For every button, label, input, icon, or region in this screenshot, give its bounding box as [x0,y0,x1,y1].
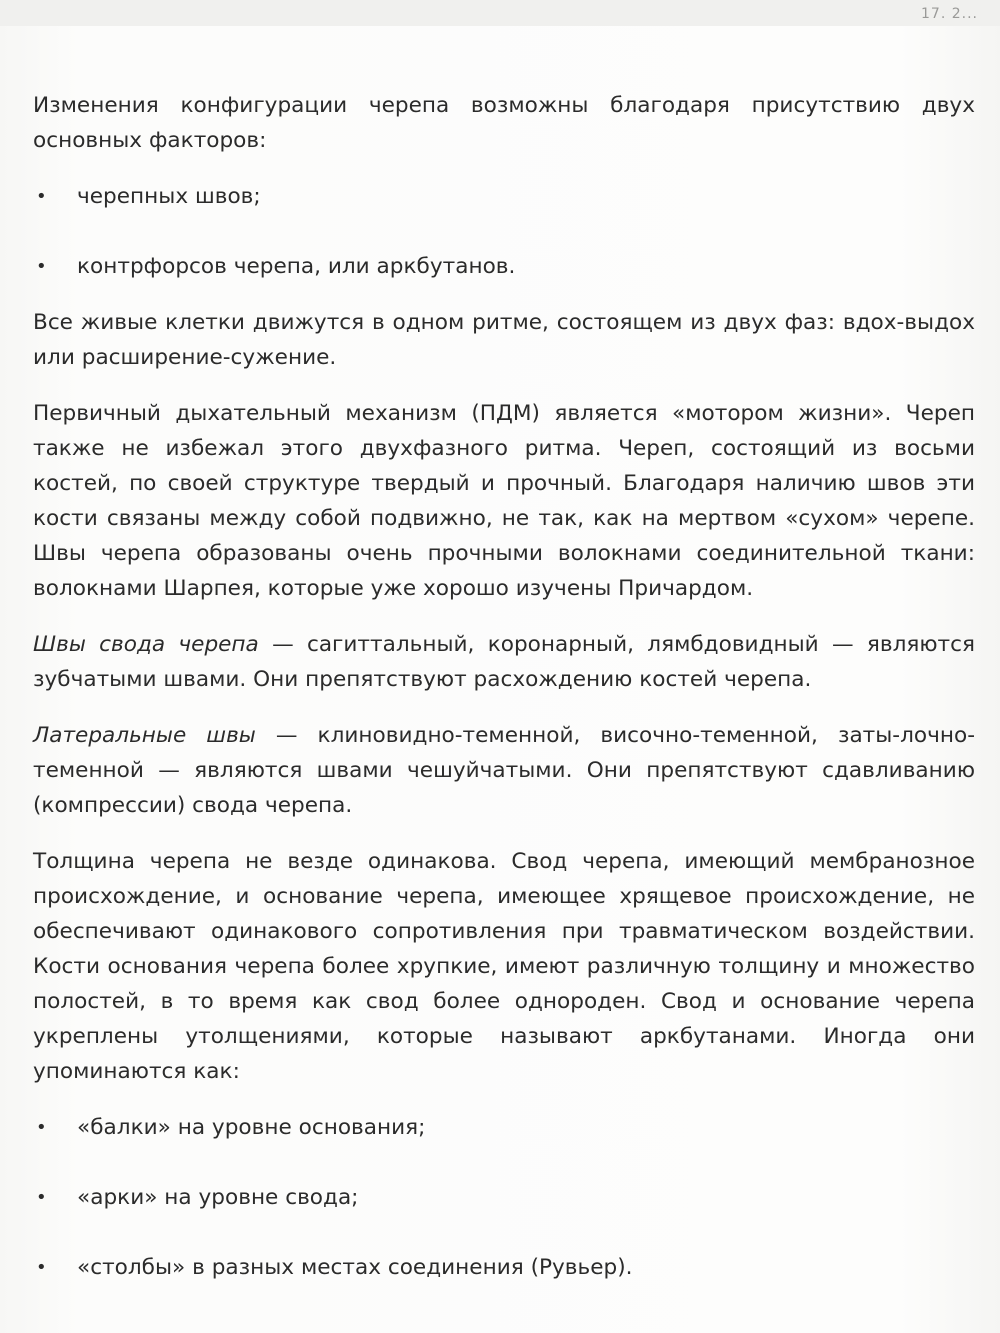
paragraph-rhythm: Все живые клетки движутся в одном ритме, состоящем из двух фаз: вдох-выдох или расширение-сужение. [33,310,975,370]
term-vault-sutures: Швы свода черепа [33,632,259,657]
bullet-icon: • [36,1117,47,1138]
paragraph-vault-sutures [33,627,975,697]
paragraph-pdm: Первичный дыхательный механизм (ПДМ) является «мотором жизни». Череп также не избежал этого двухфазного ритма. Череп, состоящий из восьми костей, по своей структуре твердый и прочный. Благодаря наличию швов эти кости связаны между собой подвижно, не так, как на мертвом «сухом» черепе. Швы черепа образованы очень прочными волокнами соединительной ткани: волокнами Шарпея, которые уже хорошо изучены Причардом. [33,401,975,601]
paragraph-intro: Изменения конфигурации черепа возможны благодаря присутствию двух основных факторов: [33,93,975,153]
list-item-text: «балки» на уровне основания; [77,1115,426,1140]
bullet-icon: • [36,186,47,207]
bullet-icon: • [36,1187,47,1208]
page-top-band [0,0,1000,26]
text-column [33,88,975,1306]
list-item-text: контрфорсов черепа, или аркбутанов. [77,254,516,279]
list-item [33,1110,975,1145]
factors-list [33,179,975,284]
buttresses-list [33,1110,975,1285]
bullet-icon: • [36,256,47,277]
list-item-text: черепных швов; [77,184,261,209]
term-lateral-sutures: Латеральные швы [33,723,256,748]
paragraph-vault-sutures-text: — сагиттальный, коронарный, лямбдовидный — являются зубчатыми швами. Они препятствуют расхождению костей черепа. [33,632,975,692]
list-item [33,1250,975,1285]
list-item-text: «арки» на уровне свода; [77,1185,359,1210]
paragraph-lateral-sutures-text: — клиновидно-теменной, височно-теменной, заты-лочно-теменной — являются швами чешуйчатыми. Они препятствуют сдавливанию (компрессии) свода черепа. [33,723,975,818]
list-item [33,179,975,214]
paragraph-lateral-sutures [33,718,975,823]
list-item-text: «столбы» в разных местах соединения (Рувьер). [77,1255,633,1280]
page-number: 17. 2... [921,6,978,22]
bullet-icon: • [36,1257,47,1278]
paragraph-thickness: Толщина черепа не везде одинакова. Свод черепа, имеющий мембранозное происхождение, и основание черепа, имеющее хрящевое происхождение, не обеспечивают одинакового сопротивления при травматическом воздействии. Кости основания черепа более хрупкие, имеют различную толщину и множество полостей, в то время как свод более однороден. Свод и основание черепа укреплены утолщениями, которые называют аркбутанами. Иногда они упоминаются как: [33,849,975,1084]
list-item [33,1180,975,1215]
list-item [33,249,975,284]
